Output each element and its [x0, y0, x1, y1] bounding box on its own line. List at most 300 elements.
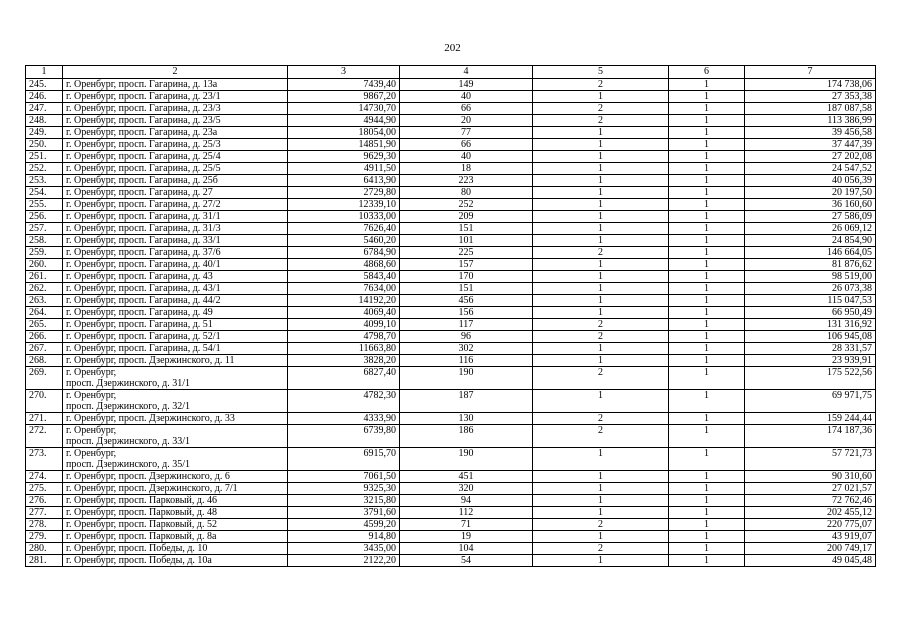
- column-5-cell: 1: [533, 223, 669, 235]
- column-6-cell: 1: [669, 235, 745, 247]
- column-4-cell: 19: [400, 531, 533, 543]
- column-5-cell: 1: [533, 139, 669, 151]
- column-7-cell: 49 045,48: [745, 555, 876, 567]
- address-line: г. Оренбург, просп. Гагарина, д. 31/1: [66, 211, 221, 222]
- row-number-cell: 263.: [26, 295, 63, 307]
- column-7-cell: 202 455,12: [745, 507, 876, 519]
- column-4-cell: 190: [400, 448, 533, 471]
- table-row: [26, 163, 876, 175]
- column-5-cell: 1: [533, 151, 669, 163]
- column-6-cell: 1: [669, 259, 745, 271]
- column-7-cell: 131 316,92: [745, 319, 876, 331]
- address-cell: [63, 175, 288, 187]
- address-line: г. Оренбург, просп. Гагарина, д. 25/3: [66, 139, 221, 150]
- column-6-cell: 1: [669, 413, 745, 425]
- table-row: [26, 223, 876, 235]
- column-5-cell: 1: [533, 495, 669, 507]
- table-row: [26, 471, 876, 483]
- column-4-cell: 94: [400, 495, 533, 507]
- column-3-cell: 5843,40: [288, 271, 400, 283]
- row-number-cell: 247.: [26, 103, 63, 115]
- table-row: [26, 543, 876, 555]
- column-4-cell: 151: [400, 223, 533, 235]
- column-3-cell: 4069,40: [288, 307, 400, 319]
- table-row: [26, 139, 876, 151]
- column-7-cell: 90 310,60: [745, 471, 876, 483]
- column-4-cell: 252: [400, 199, 533, 211]
- column-4-cell: 80: [400, 187, 533, 199]
- column-7-cell: 26 069,12: [745, 223, 876, 235]
- address-line: г. Оренбург, просп. Дзержинского, д. 11: [66, 355, 235, 366]
- table-row: [26, 211, 876, 223]
- table-row: [26, 91, 876, 103]
- table-row: [26, 367, 876, 390]
- column-6-cell: 1: [669, 448, 745, 471]
- column-4-cell: 225: [400, 247, 533, 259]
- address-cell: [63, 79, 288, 91]
- column-7-cell: 26 073,38: [745, 283, 876, 295]
- table-row: [26, 448, 876, 471]
- column-header-2: 2: [63, 66, 288, 79]
- column-7-cell: 98 519,00: [745, 271, 876, 283]
- address-line: г. Оренбург, просп. Победы, д. 10: [66, 543, 208, 554]
- column-4-cell: 77: [400, 127, 533, 139]
- row-number-cell: 279.: [26, 531, 63, 543]
- address-line: г. Оренбург, просп. Гагарина, д. 37/6: [66, 247, 221, 258]
- column-4-cell: 320: [400, 483, 533, 495]
- table-row: [26, 151, 876, 163]
- address-cell: [63, 199, 288, 211]
- table-body: [26, 79, 876, 567]
- column-5-cell: 2: [533, 413, 669, 425]
- table-row: [26, 259, 876, 271]
- table-row: [26, 425, 876, 448]
- column-7-cell: 40 056,39: [745, 175, 876, 187]
- column-5-cell: 1: [533, 91, 669, 103]
- column-5-cell: 1: [533, 259, 669, 271]
- column-4-cell: 40: [400, 151, 533, 163]
- address-line: г. Оренбург, просп. Парковый, д. 52: [66, 519, 217, 530]
- column-5-cell: 2: [533, 367, 669, 390]
- column-5-cell: 2: [533, 247, 669, 259]
- column-3-cell: 4944,90: [288, 115, 400, 127]
- table-row: [26, 199, 876, 211]
- address-line: г. Оренбург, просп. Гагарина, д. 43/1: [66, 283, 221, 294]
- row-number-cell: 281.: [26, 555, 63, 567]
- address-cell: [63, 519, 288, 531]
- address-cell: [63, 223, 288, 235]
- table-row: [26, 127, 876, 139]
- column-6-cell: 1: [669, 151, 745, 163]
- column-4-cell: 71: [400, 519, 533, 531]
- table-row: [26, 495, 876, 507]
- column-5-cell: 1: [533, 507, 669, 519]
- row-number-cell: 277.: [26, 507, 63, 519]
- column-5-cell: 1: [533, 355, 669, 367]
- row-number-cell: 253.: [26, 175, 63, 187]
- row-number-cell: 267.: [26, 343, 63, 355]
- column-6-cell: 1: [669, 223, 745, 235]
- column-4-cell: 451: [400, 471, 533, 483]
- column-7-cell: 200 749,17: [745, 543, 876, 555]
- address-line: г. Оренбург, просп. Гагарина, д. 54/1: [66, 343, 221, 354]
- table-row: [26, 343, 876, 355]
- column-7-cell: 174 738,06: [745, 79, 876, 91]
- row-number-cell: 245.: [26, 79, 63, 91]
- column-6-cell: 1: [669, 543, 745, 555]
- address-line: г. Оренбург,: [66, 448, 117, 459]
- column-header-6: 6: [669, 66, 745, 79]
- address-cell: [63, 139, 288, 151]
- column-6-cell: 1: [669, 555, 745, 567]
- column-3-cell: 11663,80: [288, 343, 400, 355]
- address-line: г. Оренбург, просп. Гагарина, д. 33/1: [66, 235, 221, 246]
- address-line: г. Оренбург, просп. Гагарина, д. 43: [66, 271, 213, 282]
- address-cell: [63, 390, 288, 413]
- column-6-cell: 1: [669, 471, 745, 483]
- table-row: [26, 331, 876, 343]
- address-cell: [63, 425, 288, 448]
- column-4-cell: 18: [400, 163, 533, 175]
- address-cell: [63, 495, 288, 507]
- column-6-cell: 1: [669, 531, 745, 543]
- address-line: г. Оренбург, просп. Гагарина, д. 40/1: [66, 259, 221, 270]
- table-row: [26, 175, 876, 187]
- address-line: просп. Дзержинского, д. 31/1: [66, 378, 190, 389]
- address-line: г. Оренбург, просп. Парковый, д. 48: [66, 507, 217, 518]
- column-3-cell: 4333,90: [288, 413, 400, 425]
- column-4-cell: 209: [400, 211, 533, 223]
- column-3-cell: 10333,00: [288, 211, 400, 223]
- address-cell: [63, 127, 288, 139]
- column-3-cell: 4599,20: [288, 519, 400, 531]
- column-4-cell: 112: [400, 507, 533, 519]
- address-cell: [63, 247, 288, 259]
- column-6-cell: 1: [669, 367, 745, 390]
- address-line: г. Оренбург,: [66, 425, 117, 436]
- column-header-7: 7: [745, 66, 876, 79]
- column-7-cell: 66 950,49: [745, 307, 876, 319]
- row-number-cell: 271.: [26, 413, 63, 425]
- row-number-cell: 257.: [26, 223, 63, 235]
- column-7-cell: 175 522,56: [745, 367, 876, 390]
- page-number: 202: [444, 42, 461, 54]
- column-3-cell: 14730,70: [288, 103, 400, 115]
- row-number-cell: 275.: [26, 483, 63, 495]
- column-6-cell: 1: [669, 495, 745, 507]
- column-7-cell: 115 047,53: [745, 295, 876, 307]
- column-6-cell: 1: [669, 139, 745, 151]
- row-number-cell: 261.: [26, 271, 63, 283]
- address-line: г. Оренбург, просп. Дзержинского, д. 6: [66, 471, 230, 482]
- column-4-cell: 456: [400, 295, 533, 307]
- address-cell: [63, 555, 288, 567]
- address-cell: [63, 531, 288, 543]
- column-7-cell: 27 586,09: [745, 211, 876, 223]
- column-7-cell: 37 447,39: [745, 139, 876, 151]
- column-6-cell: 1: [669, 79, 745, 91]
- address-line: г. Оренбург, просп. Гагарина, д. 51: [66, 319, 213, 330]
- row-number-cell: 265.: [26, 319, 63, 331]
- column-7-cell: 28 331,57: [745, 343, 876, 355]
- column-3-cell: 2122,20: [288, 555, 400, 567]
- column-7-cell: 24 547,52: [745, 163, 876, 175]
- address-line: г. Оренбург, просп. Гагарина, д. 25/4: [66, 151, 221, 162]
- row-number-cell: 269.: [26, 367, 63, 390]
- column-3-cell: 5460,20: [288, 235, 400, 247]
- column-6-cell: 1: [669, 425, 745, 448]
- address-cell: [63, 483, 288, 495]
- column-7-cell: 113 386,99: [745, 115, 876, 127]
- column-7-cell: 27 202,08: [745, 151, 876, 163]
- column-5-cell: 1: [533, 343, 669, 355]
- column-7-cell: 43 919,07: [745, 531, 876, 543]
- column-header-5: 5: [533, 66, 669, 79]
- column-4-cell: 66: [400, 103, 533, 115]
- row-number-cell: 260.: [26, 259, 63, 271]
- column-3-cell: 4911,50: [288, 163, 400, 175]
- column-6-cell: 1: [669, 175, 745, 187]
- row-number-cell: 246.: [26, 91, 63, 103]
- address-cell: [63, 187, 288, 199]
- table-row: [26, 79, 876, 91]
- column-5-cell: 2: [533, 425, 669, 448]
- column-5-cell: 2: [533, 103, 669, 115]
- row-number-cell: 259.: [26, 247, 63, 259]
- row-number-cell: 248.: [26, 115, 63, 127]
- row-number-cell: 274.: [26, 471, 63, 483]
- row-number-cell: 280.: [26, 543, 63, 555]
- column-4-cell: 157: [400, 259, 533, 271]
- column-6-cell: 1: [669, 211, 745, 223]
- column-5-cell: 1: [533, 307, 669, 319]
- column-5-cell: 2: [533, 543, 669, 555]
- table-row: [26, 355, 876, 367]
- column-4-cell: 187: [400, 390, 533, 413]
- address-cell: [63, 271, 288, 283]
- row-number-cell: 273.: [26, 448, 63, 471]
- address-line: г. Оренбург, просп. Гагарина, д. 49: [66, 307, 213, 318]
- column-6-cell: 1: [669, 163, 745, 175]
- column-4-cell: 223: [400, 175, 533, 187]
- table-row: [26, 307, 876, 319]
- column-5-cell: 1: [533, 483, 669, 495]
- column-7-cell: 20 197,50: [745, 187, 876, 199]
- row-number-cell: 266.: [26, 331, 63, 343]
- column-4-cell: 156: [400, 307, 533, 319]
- column-3-cell: 914,80: [288, 531, 400, 543]
- column-3-cell: 14192,20: [288, 295, 400, 307]
- column-header-4: 4: [400, 66, 533, 79]
- header-row: [26, 66, 876, 79]
- column-6-cell: 1: [669, 507, 745, 519]
- address-line: г. Оренбург, просп. Дзержинского, д. 7/1: [66, 483, 238, 494]
- column-3-cell: 4868,60: [288, 259, 400, 271]
- column-4-cell: 302: [400, 343, 533, 355]
- row-number-cell: 262.: [26, 283, 63, 295]
- table-row: [26, 390, 876, 413]
- table-row: [26, 247, 876, 259]
- column-6-cell: 1: [669, 91, 745, 103]
- column-4-cell: 186: [400, 425, 533, 448]
- address-cell: [63, 115, 288, 127]
- column-3-cell: 4782,30: [288, 390, 400, 413]
- address-line: г. Оренбург, просп. Победы, д. 10а: [66, 555, 212, 566]
- column-3-cell: 2729,80: [288, 187, 400, 199]
- column-7-cell: 159 244,44: [745, 413, 876, 425]
- column-5-cell: 1: [533, 555, 669, 567]
- row-number-cell: 255.: [26, 199, 63, 211]
- row-number-cell: 278.: [26, 519, 63, 531]
- address-line: г. Оренбург, просп. Гагарина, д. 52/1: [66, 331, 221, 342]
- column-5-cell: 1: [533, 283, 669, 295]
- column-4-cell: 40: [400, 91, 533, 103]
- column-7-cell: 36 160,60: [745, 199, 876, 211]
- row-number-cell: 264.: [26, 307, 63, 319]
- address-cell: [63, 471, 288, 483]
- address-line: г. Оренбург,: [66, 367, 117, 378]
- column-4-cell: 117: [400, 319, 533, 331]
- column-7-cell: 57 721,73: [745, 448, 876, 471]
- row-number-cell: 251.: [26, 151, 63, 163]
- table-row: [26, 295, 876, 307]
- column-header-3: 3: [288, 66, 400, 79]
- column-6-cell: 1: [669, 283, 745, 295]
- address-cell: [63, 343, 288, 355]
- column-3-cell: 6413,90: [288, 175, 400, 187]
- column-4-cell: 170: [400, 271, 533, 283]
- column-3-cell: 3215,80: [288, 495, 400, 507]
- address-line: г. Оренбург, просп. Гагарина, д. 13а: [66, 79, 218, 90]
- address-cell: [63, 367, 288, 390]
- address-cell: [63, 331, 288, 343]
- address-cell: [63, 235, 288, 247]
- address-cell: [63, 448, 288, 471]
- address-line: г. Оренбург, просп. Гагарина, д. 23/1: [66, 91, 221, 102]
- row-number-cell: 249.: [26, 127, 63, 139]
- column-4-cell: 151: [400, 283, 533, 295]
- column-3-cell: 18054,00: [288, 127, 400, 139]
- row-number-cell: 256.: [26, 211, 63, 223]
- address-cell: [63, 259, 288, 271]
- row-number-cell: 268.: [26, 355, 63, 367]
- column-7-cell: 24 854,90: [745, 235, 876, 247]
- column-4-cell: 116: [400, 355, 533, 367]
- column-3-cell: 3791,60: [288, 507, 400, 519]
- table-row: [26, 519, 876, 531]
- column-header-1: 1: [26, 66, 63, 79]
- address-cell: [63, 163, 288, 175]
- column-6-cell: 1: [669, 115, 745, 127]
- column-5-cell: 1: [533, 127, 669, 139]
- column-6-cell: 1: [669, 390, 745, 413]
- column-5-cell: 1: [533, 211, 669, 223]
- column-7-cell: 81 876,62: [745, 259, 876, 271]
- address-line: г. Оренбург, просп. Гагарина, д. 23/5: [66, 115, 221, 126]
- column-5-cell: 2: [533, 115, 669, 127]
- column-5-cell: 2: [533, 519, 669, 531]
- column-4-cell: 149: [400, 79, 533, 91]
- column-6-cell: 1: [669, 519, 745, 531]
- column-3-cell: 3828,20: [288, 355, 400, 367]
- column-7-cell: 106 945,08: [745, 331, 876, 343]
- column-7-cell: 72 762,46: [745, 495, 876, 507]
- column-5-cell: 1: [533, 295, 669, 307]
- registry-table: [25, 65, 876, 567]
- address-cell: [63, 507, 288, 519]
- column-3-cell: 6739,80: [288, 425, 400, 448]
- table-row: [26, 271, 876, 283]
- address-cell: [63, 355, 288, 367]
- column-6-cell: 1: [669, 307, 745, 319]
- address-line: г. Оренбург, просп. Парковый, д. 8а: [66, 531, 217, 542]
- column-3-cell: 12339,10: [288, 199, 400, 211]
- row-number-cell: 272.: [26, 425, 63, 448]
- column-5-cell: 1: [533, 163, 669, 175]
- address-cell: [63, 319, 288, 331]
- column-3-cell: 14851,90: [288, 139, 400, 151]
- column-6-cell: 1: [669, 103, 745, 115]
- column-5-cell: 1: [533, 235, 669, 247]
- column-6-cell: 1: [669, 271, 745, 283]
- column-4-cell: 54: [400, 555, 533, 567]
- column-3-cell: 9629,30: [288, 151, 400, 163]
- column-6-cell: 1: [669, 199, 745, 211]
- address-line: г. Оренбург, просп. Гагарина, д. 31/3: [66, 223, 221, 234]
- column-3-cell: 4099,10: [288, 319, 400, 331]
- column-7-cell: 69 971,75: [745, 390, 876, 413]
- column-5-cell: 1: [533, 531, 669, 543]
- address-line: просп. Дзержинского, д. 33/1: [66, 436, 190, 447]
- column-7-cell: 27 353,38: [745, 91, 876, 103]
- address-cell: [63, 307, 288, 319]
- table-row: [26, 413, 876, 425]
- column-3-cell: 7439,40: [288, 79, 400, 91]
- column-7-cell: 174 187,36: [745, 425, 876, 448]
- table-row: [26, 103, 876, 115]
- address-line: г. Оренбург, просп. Гагарина, д. 25б: [66, 175, 218, 186]
- column-6-cell: 1: [669, 355, 745, 367]
- column-4-cell: 66: [400, 139, 533, 151]
- address-cell: [63, 413, 288, 425]
- column-4-cell: 101: [400, 235, 533, 247]
- column-5-cell: 1: [533, 187, 669, 199]
- column-3-cell: 7626,40: [288, 223, 400, 235]
- column-3-cell: 6915,70: [288, 448, 400, 471]
- row-number-cell: 270.: [26, 390, 63, 413]
- table-row: [26, 319, 876, 331]
- column-6-cell: 1: [669, 247, 745, 259]
- address-cell: [63, 283, 288, 295]
- table-row: [26, 283, 876, 295]
- column-6-cell: 1: [669, 483, 745, 495]
- column-5-cell: 2: [533, 319, 669, 331]
- row-number-cell: 250.: [26, 139, 63, 151]
- table-row: [26, 483, 876, 495]
- table-row: [26, 507, 876, 519]
- column-6-cell: 1: [669, 331, 745, 343]
- column-3-cell: 7634,00: [288, 283, 400, 295]
- address-line: г. Оренбург, просп. Гагарина, д. 27/2: [66, 199, 221, 210]
- column-7-cell: 39 456,58: [745, 127, 876, 139]
- column-3-cell: 4798,70: [288, 331, 400, 343]
- column-3-cell: 9325,30: [288, 483, 400, 495]
- column-5-cell: 2: [533, 331, 669, 343]
- column-5-cell: 1: [533, 199, 669, 211]
- address-line: г. Оренбург, просп. Гагарина, д. 27: [66, 187, 213, 198]
- address-line: г. Оренбург, просп. Гагарина, д. 25/5: [66, 163, 221, 174]
- column-6-cell: 1: [669, 187, 745, 199]
